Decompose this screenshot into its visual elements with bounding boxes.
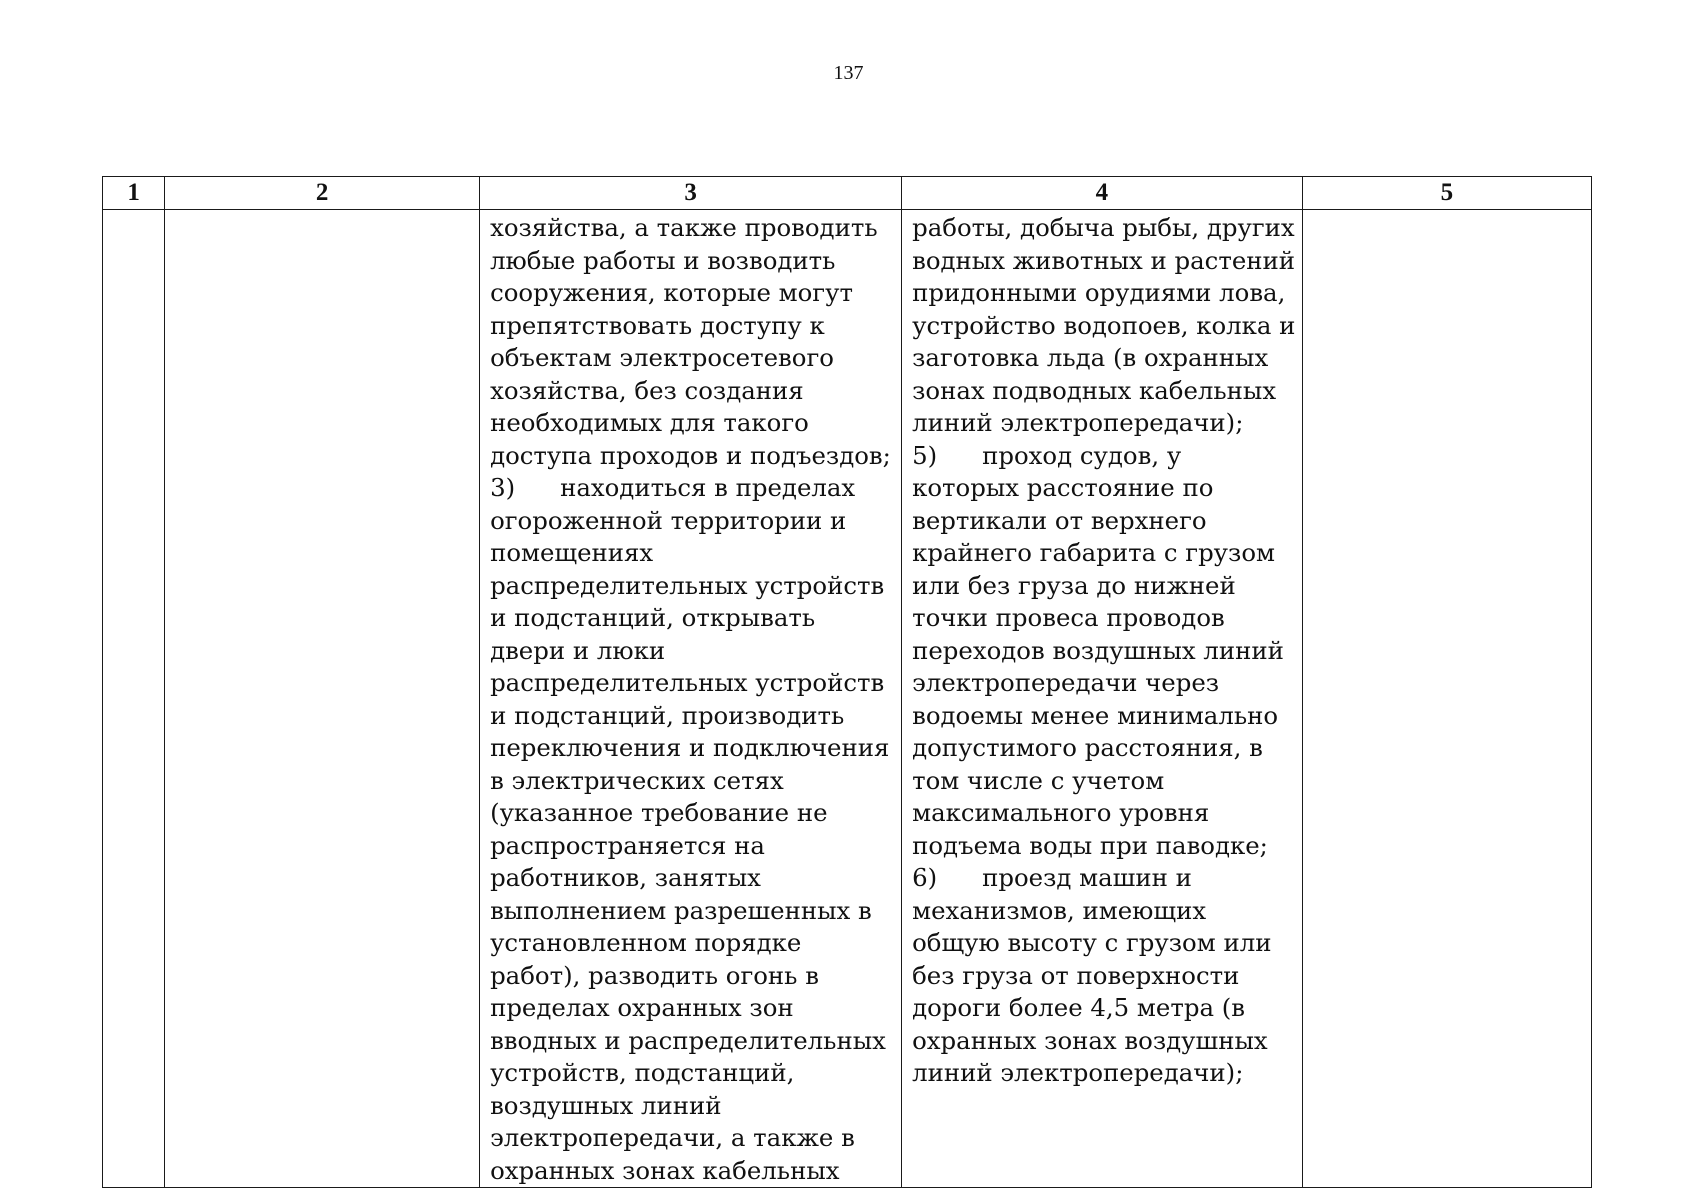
header-col-3: 3: [480, 177, 902, 210]
cell-col-5: [1302, 210, 1591, 1188]
item-number: 3): [490, 473, 516, 502]
header-col-1: 1: [103, 177, 165, 210]
paragraph: 3) находиться в пределах огороженной территории и помещениях распределительных устройств и подстанций, открывать двери и люки распределительных устройств и подстанций, производить переключения и подключения в электрических сетях (указанное требование не распространяется на работников, занятых выполнением разрешенных в установленном порядке работ), разводить огонь в пределах охранных зон вводных и распределительных устройств, подстанций, воздушных линий электропередачи, а также в охранных зонах кабельных: [490, 473, 890, 1185]
header-col-4: 4: [902, 177, 1303, 210]
header-col-2: 2: [165, 177, 480, 210]
cell-col-3: [480, 210, 902, 1188]
regulation-table: [102, 176, 1592, 1188]
item-number: 6): [912, 863, 938, 892]
cell-col-1: [103, 210, 165, 1188]
paragraph: 6) проезд машин и механизмов, имеющих общую высоту с грузом или без груза от поверхности дороги более 4,5 метра (в охранных зонах воздушных линий электропередачи);: [912, 863, 1272, 1087]
header-col-5: 5: [1302, 177, 1591, 210]
cell-col-2: [165, 210, 480, 1188]
paragraph: работы, добыча рыбы, других водных животных и растений придонными орудиями лова, устройство водопоев, колка и заготовка льда (в охранных зонах подводных кабельных линий электропередачи);: [912, 213, 1296, 437]
cell-col-4-text: [902, 210, 1302, 1090]
table-header-row: [103, 177, 1592, 210]
paragraph: 5) проход судов, у которых расстояние по вертикали от верхнего крайнего габарита с грузом или без груза до нижней точки провеса проводов переходов воздушных линий электропередачи через водоемы менее минимально допустимого расстояния, в том числе с учетом максимального уровня подъема воды при паводке;: [912, 440, 1284, 860]
cell-col-4: [902, 210, 1303, 1188]
page-number: 137: [833, 62, 864, 84]
table-row: [103, 210, 1592, 1188]
cell-col-3-text: [480, 210, 901, 1187]
paragraph: хозяйства, а также проводить любые работы и возводить сооружения, которые могут препятствовать доступу к объектам электросетевого хозяйства, без создания необходимых для такого доступа проходов и подъездов;: [490, 213, 891, 470]
item-number: 5): [912, 440, 938, 470]
